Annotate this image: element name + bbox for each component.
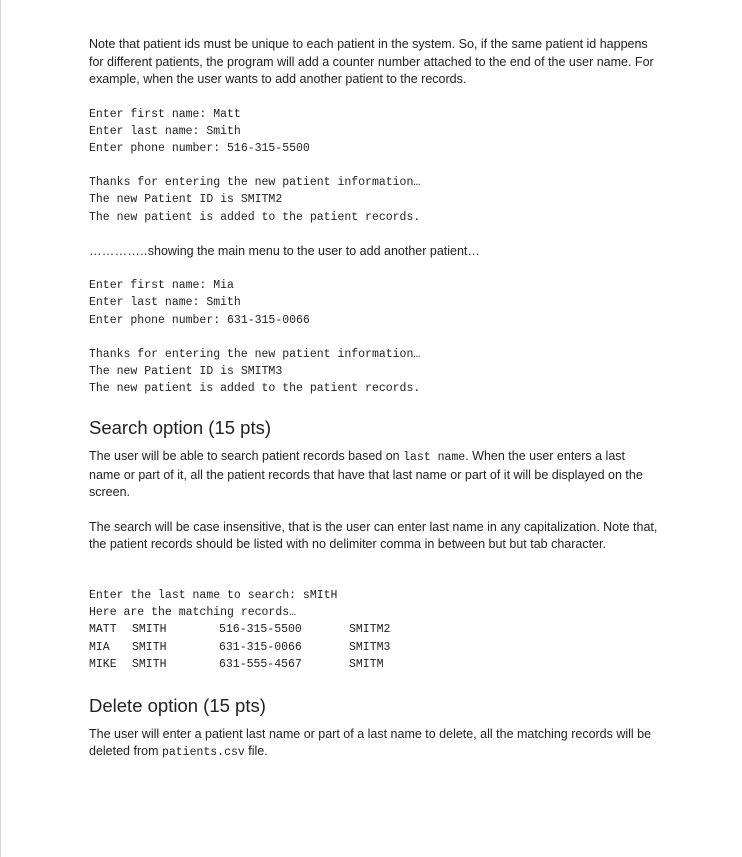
search-query-line: Enter the last name to search: sMItH xyxy=(89,588,338,602)
result-patient-id: SMITM3 xyxy=(349,640,391,654)
result-first-name: MIKE xyxy=(89,658,117,672)
result-first-name: MIA xyxy=(89,640,110,654)
example2-prompts xyxy=(89,277,659,329)
search-example xyxy=(89,587,659,621)
search-heading: Search option (15 pts) xyxy=(89,417,272,439)
result-last-name: SMITH xyxy=(132,623,167,637)
code-line: Thanks for entering the new patient information… xyxy=(89,176,421,190)
code-line: Enter first name: Mia xyxy=(89,279,234,293)
result-first-name: MATT xyxy=(89,623,117,637)
code-line: Enter last name: Smith xyxy=(89,296,241,310)
code-line: The new Patient ID is SMITM2 xyxy=(89,193,283,207)
code-line: Enter phone number: 516-315-5500 xyxy=(89,141,310,155)
delete-para-code: patients.csv xyxy=(161,746,245,760)
menu-note xyxy=(89,243,659,261)
result-last-name: SMITH xyxy=(132,640,167,654)
search-para1-after: . When the user enters a last name or part of it, all the patient records that have that last name or part of it will be displayed on the screen. xyxy=(89,449,643,500)
result-phone: 516-315-5500 xyxy=(219,623,302,637)
result-patient-id: SMITM2 xyxy=(349,623,391,637)
search-para1-before: The user will be able to search patient records based on xyxy=(89,449,404,464)
table-row xyxy=(89,639,409,657)
code-line: Enter phone number: 631-315-0066 xyxy=(89,313,310,327)
search-paragraph-1 xyxy=(89,448,659,502)
delete-para-before: The user will enter a patient last name or part of a last name to delete, all the matching records will be deleted from xyxy=(89,726,652,759)
result-last-name: SMITH xyxy=(132,658,167,672)
search-paragraph-2: The search will be case insensitive, that is the user can enter last name in any capitalization. Note that, the patient records should be listed with no delimiter comma in between but but tab character. xyxy=(89,519,658,552)
intro-paragraph: Note that patient ids must be unique to each patient in the system. So, if the same patient id happens for different patients, the program will add a counter number attached to the end of the user name. For example, when the user wants to add another patient to the records. xyxy=(89,37,654,86)
delete-paragraph xyxy=(89,726,659,762)
example1-prompts xyxy=(89,106,659,158)
code-line: The new patient is added to the patient records. xyxy=(89,210,421,224)
code-line: Enter last name: Smith xyxy=(89,124,241,138)
search-matching-line: Here are the matching records… xyxy=(89,606,297,620)
result-patient-id: SMITM xyxy=(349,658,384,672)
example1-results xyxy=(89,174,659,226)
search-results-table xyxy=(89,621,409,674)
delete-heading: Delete option (15 pts) xyxy=(89,694,266,716)
example2-results xyxy=(89,346,659,398)
menu-note-text: showing the main menu to the user to add another patient… xyxy=(147,243,480,258)
code-line: Enter first name: Matt xyxy=(89,107,241,121)
code-line: The new patient is added to the patient records. xyxy=(89,382,421,396)
table-row xyxy=(89,656,409,674)
table-row xyxy=(89,621,409,639)
code-line: The new Patient ID is SMITM3 xyxy=(89,365,283,379)
result-phone: 631-315-0066 xyxy=(219,640,302,654)
menu-note-dots: ………….. xyxy=(89,243,148,258)
search-para1-code: last name xyxy=(403,451,466,465)
delete-para-after: file. xyxy=(244,744,268,759)
result-phone: 631-555-4567 xyxy=(219,658,302,672)
document-content xyxy=(89,36,659,762)
code-line: Thanks for entering the new patient information… xyxy=(89,347,421,361)
